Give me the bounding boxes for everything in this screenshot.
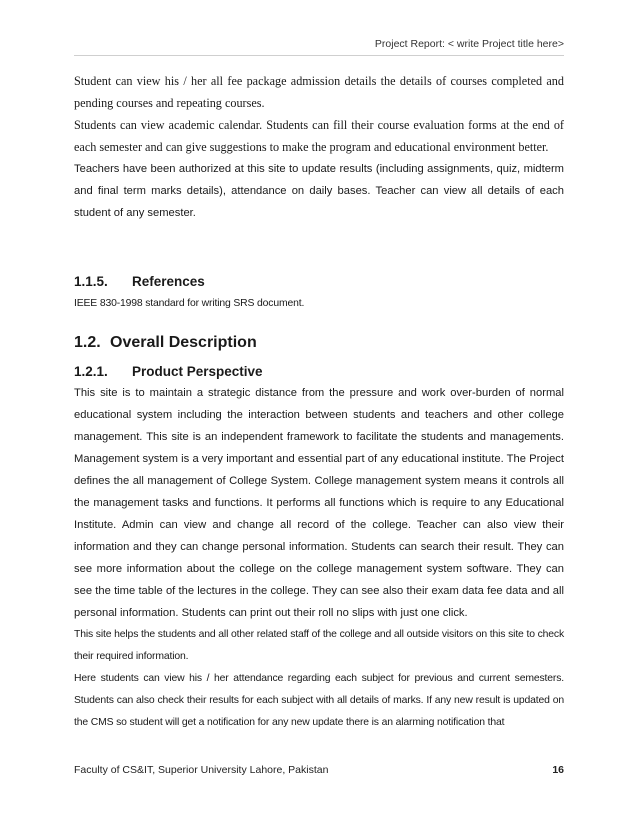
intro-paragraph-2: Students can view academic calendar. Students can fill their course evaluation forms at the end of each semester and can give suggestions to make the program and educational environment better.: [74, 118, 564, 154]
page-header: Project Report: < write Project title here>: [374, 38, 564, 50]
footer-institution: Faculty of CS&IT, Superior University Lahore, Pakistan: [74, 764, 329, 776]
perspective-number: 1.2.1.: [74, 364, 108, 379]
references-text: IEEE 830-1998 standard for writing SRS document.: [74, 298, 305, 309]
page-body: [74, 70, 564, 734]
product-perspective-heading: [74, 364, 564, 379]
overall-title: Overall Description: [110, 334, 257, 351]
perspective-paragraph-3: Here students can view his / her attendance regarding each subject for previous and current semesters. Students can also check their results for each subject with all details of marks. If any new result is updated on the CMS so student will get a notification for any new update there is an alarming notification that: [74, 673, 564, 728]
overall-number: 1.2.: [74, 334, 101, 351]
page-footer: [74, 764, 564, 776]
perspective-title: Product Perspective: [132, 364, 263, 379]
references-number: 1.1.5.: [74, 274, 108, 289]
references-heading: [74, 274, 564, 289]
header-divider: [74, 55, 564, 56]
perspective-paragraph-1: This site is to maintain a strategic distance from the pressure and work over-burden of normal educational system including the interaction between students and teachers and other college management. This site is an independent framework to facilitate the students and managements. Management system is a very important and essential part of any educational institute. The Project defines the all management of College System. College management system means it controls all the management tasks and functions. It performs all functions which is require to any Educational Institute. Admin can view and change all record of the college. Teacher can also view their information and they can change personal information. Students can search their result. They can see more information about the college on the college management system software. They can see the time table of the lectures in the college. They can see also their exam data fee data and all personal information. Students can print out their roll no slips with just one click.: [74, 387, 564, 619]
page-number: 16: [552, 764, 564, 776]
overall-description-heading: [74, 334, 564, 352]
intro-paragraph-3: Teachers have been authorized at this site to update results (including assignments, quiz, midterm and final term marks details), attendance on daily bases. Teacher can view all details of each student of any semester.: [74, 163, 564, 219]
intro-paragraph-1: Student can view his / her all fee package admission details the details of courses completed and pending courses and repeating courses.: [74, 74, 564, 110]
references-title: References: [132, 274, 205, 289]
perspective-paragraph-2: This site helps the students and all other related staff of the college and all outside visitors on this site to check their required information.: [74, 629, 564, 662]
